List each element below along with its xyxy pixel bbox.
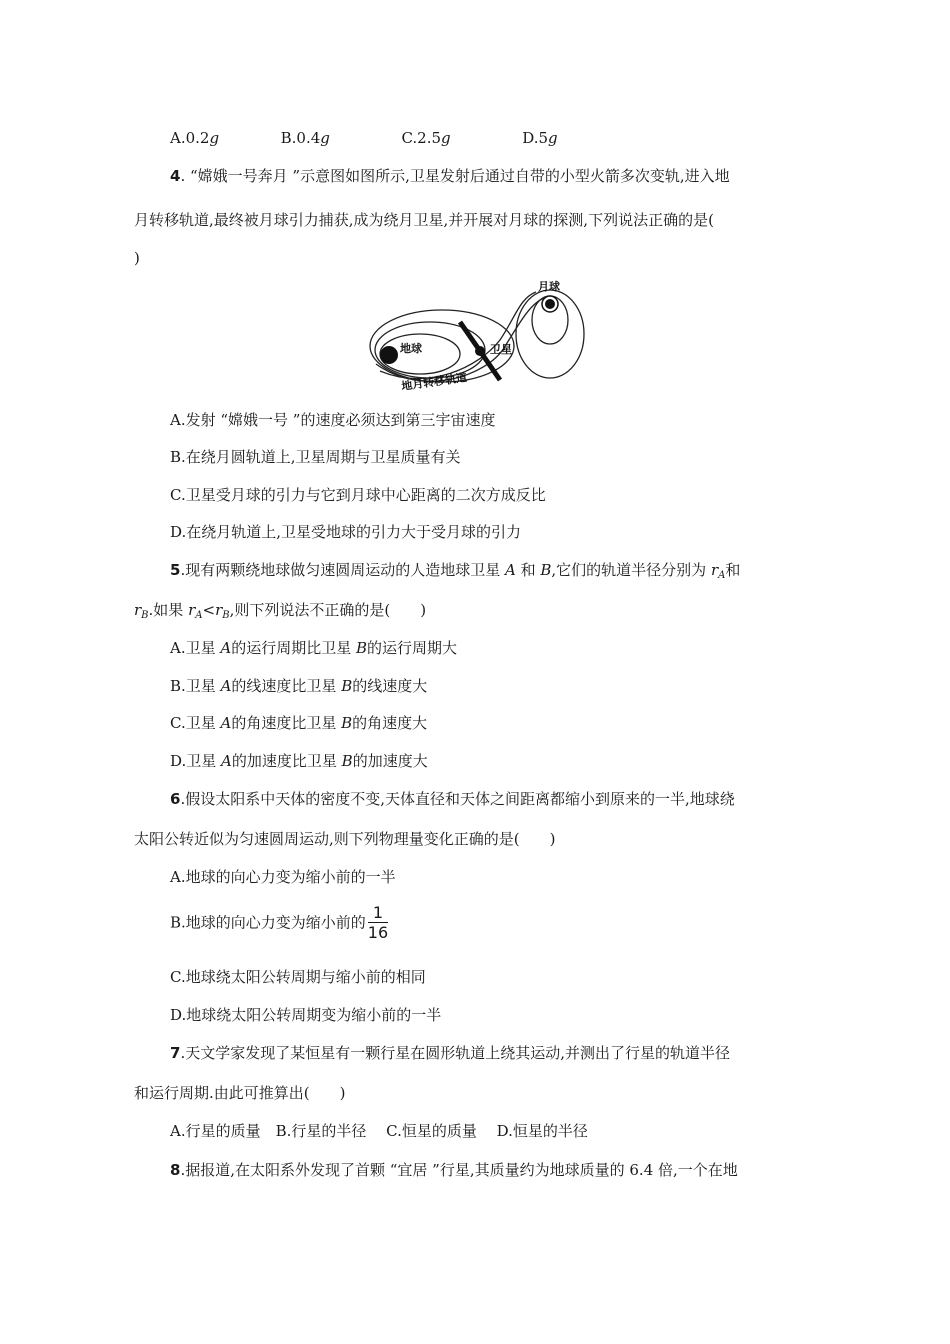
q5-stem-line2: $r_B$.如果 $r_A<r_B$,则下列说法不正确的是( )	[134, 601, 427, 621]
earth-moon-orbit-figure	[368, 276, 588, 398]
q8-number: 8	[170, 1161, 181, 1179]
q3-option-d: D.5g	[522, 129, 558, 147]
earth-label: 地球	[400, 342, 422, 355]
satellite-icon	[475, 346, 485, 356]
q6-option-b: B.地球的向心力变为缩小前的 $\frac{1}{16}$	[170, 903, 389, 942]
q6-stem-line2: 太阳公转近似为匀速圆周运动,则下列物理量变化正确的是( )	[134, 830, 556, 848]
q6-option-c: C.地球绕太阳公转周期与缩小前的相同	[170, 968, 426, 986]
q3-option-c: C.2.5g	[401, 129, 451, 147]
q7-options: A.行星的质量 B.行星的半径 C.恒星的质量 D.恒星的半径	[170, 1122, 588, 1140]
q5-option-d: D.卫星 A的加速度比卫星 B的加速度大	[170, 752, 428, 770]
q6-option-a: A.地球的向心力变为缩小前的一半	[170, 868, 396, 886]
q4-stem-line1: 4. “嫦娥一号奔月 ”示意图如图所示,卫星发射后通过自带的小型火箭多次变轨,进入地	[170, 167, 730, 185]
fraction-1-16: $\frac{1}{16}$	[367, 903, 389, 942]
q5-number: 5	[170, 561, 181, 579]
q4-option-b: B.在绕月圆轨道上,卫星周期与卫星质量有关	[170, 448, 461, 466]
q4-option-a: A.发射 “嫦娥一号 ”的速度必须达到第三宇宙速度	[170, 411, 496, 429]
q4-option-c: C.卫星受月球的引力与它到月球中心距离的二次方成反比	[170, 486, 546, 504]
q4-stem-line3: )	[134, 249, 140, 267]
q8-stem-line1: 8.据报道,在太阳系外发现了首颗 “宜居 ”行星,其质量约为地球质量的 6.4 倍,一个在地	[170, 1161, 738, 1179]
moon-label: 月球	[538, 280, 560, 293]
q4-number: 4	[170, 167, 181, 185]
q6-number: 6	[170, 790, 181, 808]
q7-stem-line2: 和运行周期.由此可推算出( )	[134, 1084, 346, 1102]
satellite-label: 卫星	[490, 343, 512, 356]
q6-option-d: D.地球绕太阳公转周期变为缩小前的一半	[170, 1006, 442, 1024]
q4-option-d: D.在绕月轨道上,卫星受地球的引力大于受月球的引力	[170, 523, 522, 541]
q4-stem-line2: 月转移轨道,最终被月球引力捕获,成为绕月卫星,并开展对月球的探测,下列说法正确的是(	[134, 211, 714, 229]
q6-stem-line1: 6.假设太阳系中天体的密度不变,天体直径和天体之间距离都缩小到原来的一半,地球绕	[170, 790, 735, 808]
q3-options	[170, 128, 558, 148]
q7-stem-line1: 7.天文学家发现了某恒星有一颗行星在圆形轨道上绕其运动,并测出了行星的轨道半径	[170, 1044, 730, 1062]
earth-icon	[380, 346, 398, 364]
q7-number: 7	[170, 1044, 181, 1062]
q5-option-b: B.卫星 A的线速度比卫星 B的线速度大	[170, 677, 428, 695]
q5-option-a: A.卫星 A的运行周期比卫星 B的运行周期大	[170, 639, 458, 657]
q5-option-c: C.卫星 A的角速度比卫星 B的角速度大	[170, 714, 428, 732]
transfer-orbit-label: 地月转移轨道	[400, 370, 468, 393]
q3-option-a: A.0.2g	[170, 129, 220, 147]
q5-stem-line1: 5.现有两颗绕地球做匀速圆周运动的人造地球卫星 A 和 B,它们的轨道半径分别为 $r_A$和	[170, 561, 741, 581]
q3-option-b: B.0.4g	[280, 129, 330, 147]
